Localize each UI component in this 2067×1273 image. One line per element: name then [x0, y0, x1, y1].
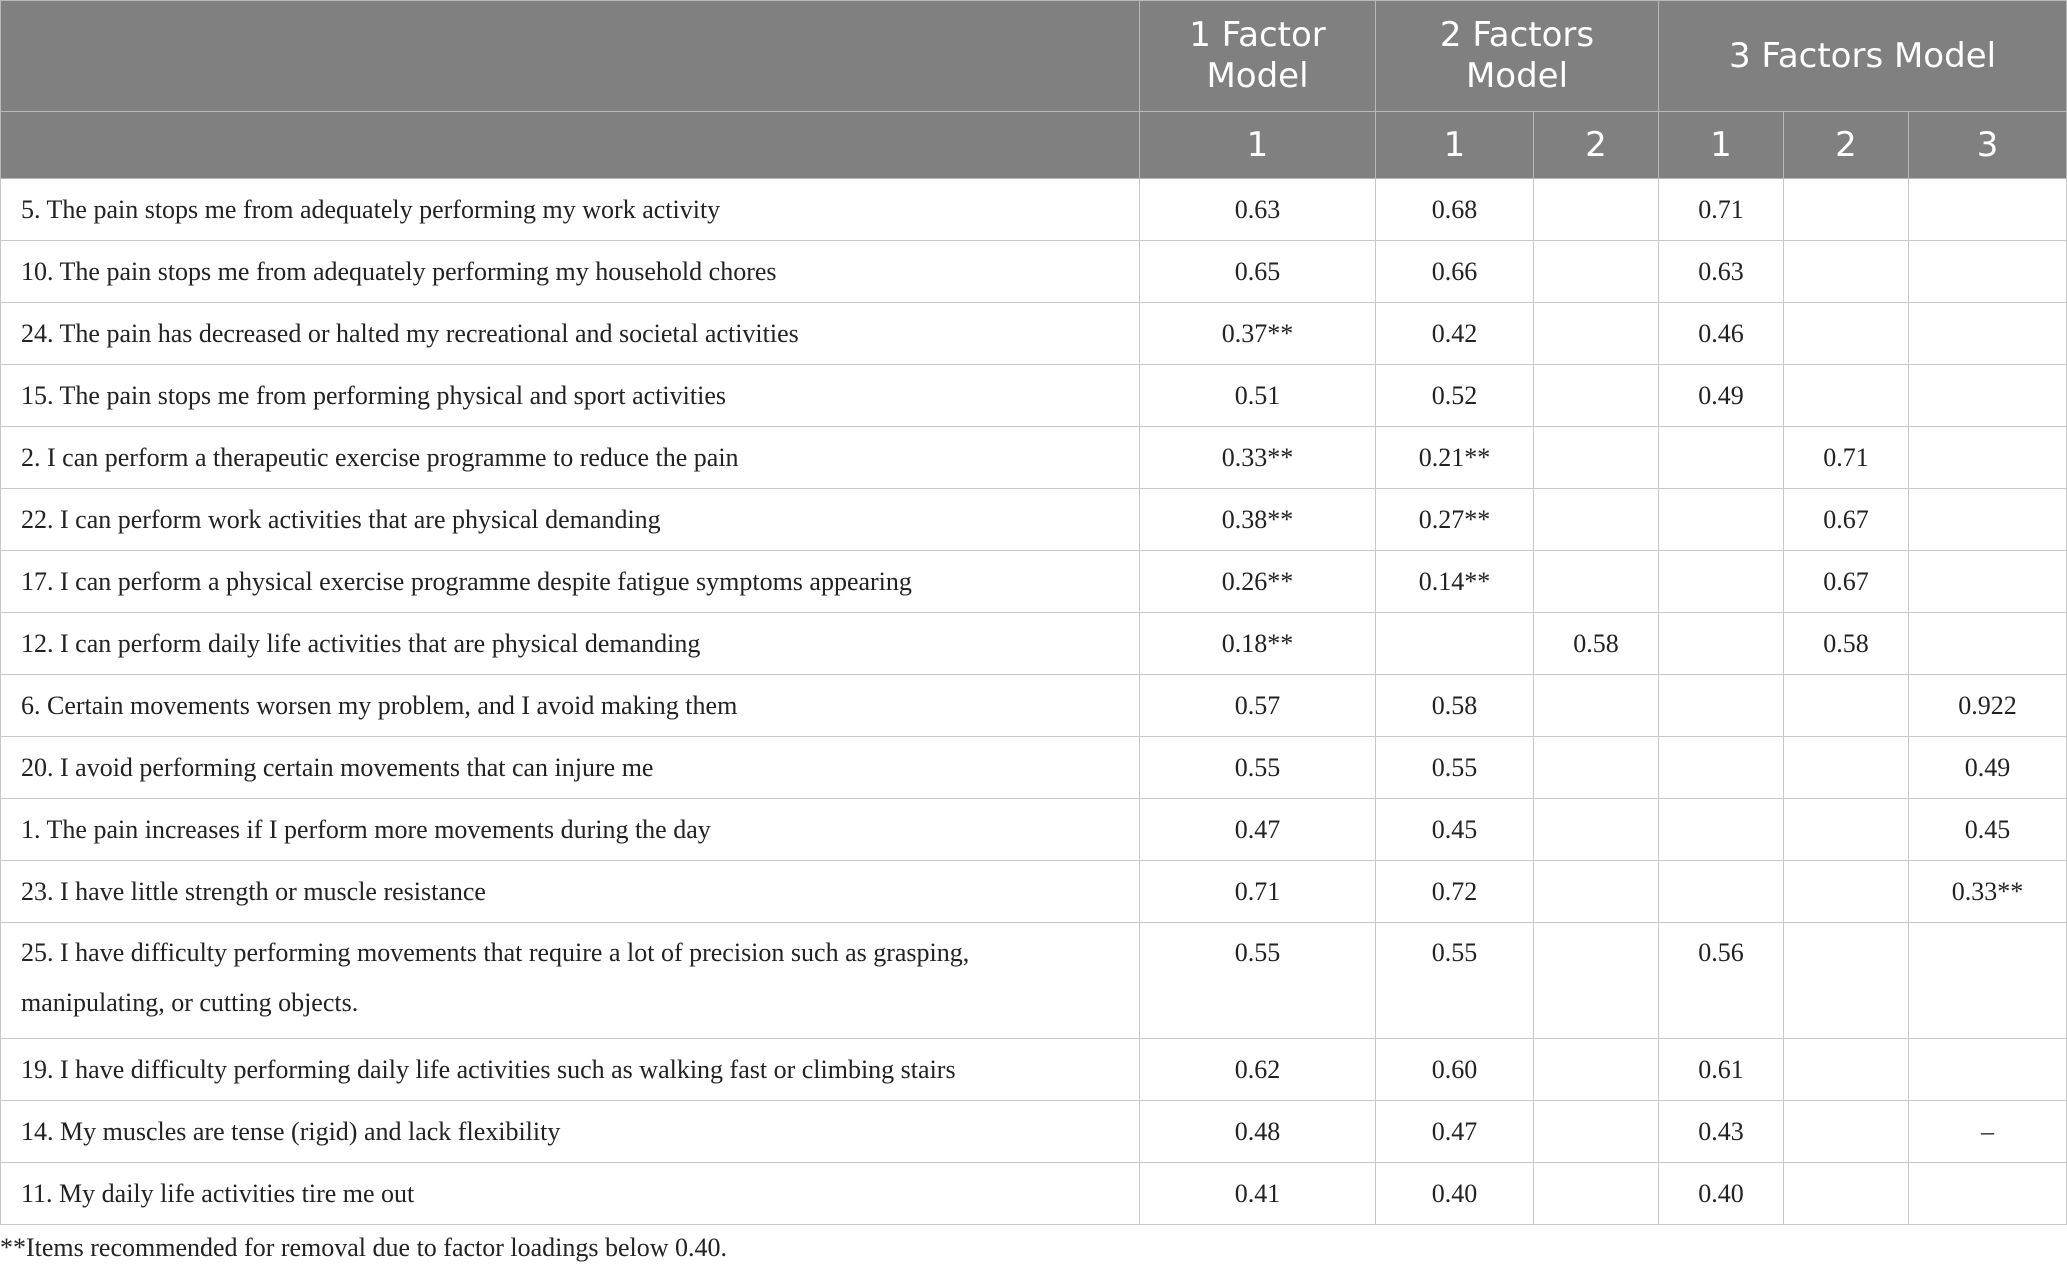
loading-cell-m2-f1: 0.14** — [1376, 551, 1534, 613]
header-factor-number: 1 — [1140, 112, 1376, 179]
loading-cell-m3-f2 — [1784, 923, 1909, 1039]
loading-cell-m1-f1: 0.65 — [1140, 241, 1376, 303]
header-empty-cell — [1, 112, 1140, 179]
loading-cell-m2-f1: 0.27** — [1376, 489, 1534, 551]
loading-cell-m2-f2 — [1534, 489, 1659, 551]
loading-cell-m2-f2 — [1534, 241, 1659, 303]
header-factor-number: 2 — [1534, 112, 1659, 179]
header-row-factors — [1, 112, 2067, 179]
loading-cell-m3-f2 — [1784, 1101, 1909, 1163]
loading-cell-m2-f1: 0.68 — [1376, 179, 1534, 241]
loading-cell-m1-f1: 0.55 — [1140, 923, 1376, 1039]
table-row — [1, 1039, 2067, 1101]
item-text-cell: 15. The pain stops me from performing physical and sport activities — [1, 365, 1140, 427]
loading-cell-m2-f2 — [1534, 1163, 1659, 1225]
loading-cell-m3-f1 — [1659, 551, 1784, 613]
loading-cell-m2-f2: 0.58 — [1534, 613, 1659, 675]
table-row — [1, 1163, 2067, 1225]
table-body — [1, 179, 2067, 1225]
loading-cell-m3-f3: 0.922 — [1909, 675, 2067, 737]
header-factor-number: 1 — [1659, 112, 1784, 179]
loading-cell-m3-f1 — [1659, 613, 1784, 675]
loading-cell-m2-f1 — [1376, 613, 1534, 675]
item-text-cell: 20. I avoid performing certain movements that can injure me — [1, 737, 1140, 799]
loading-cell-m2-f1: 0.72 — [1376, 861, 1534, 923]
loading-cell-m2-f1: 0.21** — [1376, 427, 1534, 489]
loading-cell-m3-f2: 0.67 — [1784, 551, 1909, 613]
loading-cell-m3-f1: 0.56 — [1659, 923, 1784, 1039]
loading-cell-m3-f1: 0.61 — [1659, 1039, 1784, 1101]
table-row — [1, 737, 2067, 799]
loading-cell-m3-f2 — [1784, 179, 1909, 241]
item-text-cell: 14. My muscles are tense (rigid) and lack flexibility — [1, 1101, 1140, 1163]
loading-cell-m3-f2 — [1784, 737, 1909, 799]
table-row — [1, 799, 2067, 861]
loading-cell-m2-f2 — [1534, 737, 1659, 799]
loading-cell-m2-f2 — [1534, 923, 1659, 1039]
loading-cell-m2-f1: 0.60 — [1376, 1039, 1534, 1101]
loading-cell-m3-f3 — [1909, 365, 2067, 427]
item-text-cell: 2. I can perform a therapeutic exercise programme to reduce the pain — [1, 427, 1140, 489]
loading-cell-m2-f2 — [1534, 1039, 1659, 1101]
header-factor-number: 1 — [1376, 112, 1534, 179]
table-row — [1, 923, 2067, 1039]
table-row — [1, 427, 2067, 489]
table-row — [1, 613, 2067, 675]
table-row — [1, 861, 2067, 923]
header-row-groups — [1, 1, 2067, 112]
table-row — [1, 675, 2067, 737]
item-text-cell: 25. I have difficulty performing movements that require a lot of precision such as grasping, manipulating, or cutting objects. — [1, 923, 1140, 1039]
loading-cell-m2-f1: 0.42 — [1376, 303, 1534, 365]
header-1-factor-model: 1 Factor Model — [1140, 1, 1376, 112]
item-text-cell: 23. I have little strength or muscle resistance — [1, 861, 1140, 923]
loading-cell-m3-f1: 0.71 — [1659, 179, 1784, 241]
loading-cell-m3-f1: 0.63 — [1659, 241, 1784, 303]
table-row — [1, 179, 2067, 241]
loading-cell-m3-f1 — [1659, 737, 1784, 799]
item-text-cell: 1. The pain increases if I perform more movements during the day — [1, 799, 1140, 861]
header-factor-number: 3 — [1909, 112, 2067, 179]
loading-cell-m2-f1: 0.52 — [1376, 365, 1534, 427]
table-row — [1, 241, 2067, 303]
loading-cell-m2-f2 — [1534, 551, 1659, 613]
table-row — [1, 489, 2067, 551]
item-text-cell: 11. My daily life activities tire me out — [1, 1163, 1140, 1225]
loading-cell-m2-f1: 0.45 — [1376, 799, 1534, 861]
item-text-cell: 6. Certain movements worsen my problem, and I avoid making them — [1, 675, 1140, 737]
header-factor-number: 2 — [1784, 112, 1909, 179]
table-row — [1, 1101, 2067, 1163]
loading-cell-m2-f1: 0.55 — [1376, 737, 1534, 799]
loading-cell-m3-f2: 0.67 — [1784, 489, 1909, 551]
loading-cell-m1-f1: 0.41 — [1140, 1163, 1376, 1225]
loading-cell-m3-f2 — [1784, 241, 1909, 303]
loading-cell-m3-f3: 0.49 — [1909, 737, 2067, 799]
loading-cell-m3-f1 — [1659, 799, 1784, 861]
loading-cell-m2-f2 — [1534, 365, 1659, 427]
table-row — [1, 551, 2067, 613]
loading-cell-m3-f2 — [1784, 1163, 1909, 1225]
loading-cell-m1-f1: 0.55 — [1140, 737, 1376, 799]
item-text-cell: 17. I can perform a physical exercise programme despite fatigue symptoms appearing — [1, 551, 1140, 613]
loading-cell-m2-f2 — [1534, 303, 1659, 365]
table-row — [1, 303, 2067, 365]
table-row — [1, 365, 2067, 427]
loading-cell-m1-f1: 0.63 — [1140, 179, 1376, 241]
loading-cell-m3-f2 — [1784, 365, 1909, 427]
table-footnote: **Items recommended for removal due to factor loadings below 0.40. — [0, 1233, 728, 1262]
loading-cell-m3-f2 — [1784, 1039, 1909, 1101]
loading-cell-m2-f2 — [1534, 861, 1659, 923]
loading-cell-m3-f3 — [1909, 613, 2067, 675]
loading-cell-m3-f1 — [1659, 861, 1784, 923]
loading-cell-m3-f1 — [1659, 675, 1784, 737]
loading-cell-m1-f1: 0.48 — [1140, 1101, 1376, 1163]
loading-cell-m1-f1: 0.62 — [1140, 1039, 1376, 1101]
loading-cell-m3-f1 — [1659, 427, 1784, 489]
loading-cell-m3-f1: 0.46 — [1659, 303, 1784, 365]
header-3-factors-model: 3 Factors Model — [1659, 1, 2067, 112]
loading-cell-m2-f2 — [1534, 675, 1659, 737]
loading-cell-m2-f2 — [1534, 427, 1659, 489]
loading-cell-m1-f1: 0.33** — [1140, 427, 1376, 489]
loading-cell-m3-f1: 0.40 — [1659, 1163, 1784, 1225]
loading-cell-m1-f1: 0.51 — [1140, 365, 1376, 427]
loading-cell-m3-f1 — [1659, 489, 1784, 551]
loading-cell-m3-f3 — [1909, 241, 2067, 303]
loading-cell-m3-f3 — [1909, 303, 2067, 365]
loading-cell-m3-f3 — [1909, 551, 2067, 613]
loading-cell-m1-f1: 0.57 — [1140, 675, 1376, 737]
loading-cell-m2-f2 — [1534, 179, 1659, 241]
loading-cell-m1-f1: 0.26** — [1140, 551, 1376, 613]
header-empty-cell — [1, 1, 1140, 112]
loading-cell-m2-f1: 0.55 — [1376, 923, 1534, 1039]
loading-cell-m3-f2: 0.58 — [1784, 613, 1909, 675]
loading-cell-m1-f1: 0.38** — [1140, 489, 1376, 551]
loading-cell-m2-f2 — [1534, 799, 1659, 861]
loading-cell-m3-f3 — [1909, 1039, 2067, 1101]
loading-cell-m1-f1: 0.71 — [1140, 861, 1376, 923]
loading-cell-m3-f2 — [1784, 799, 1909, 861]
loading-cell-m3-f3: – — [1909, 1101, 2067, 1163]
loading-cell-m2-f1: 0.58 — [1376, 675, 1534, 737]
item-text-cell: 24. The pain has decreased or halted my recreational and societal activities — [1, 303, 1140, 365]
loading-cell-m3-f2 — [1784, 303, 1909, 365]
item-text-cell: 10. The pain stops me from adequately performing my household chores — [1, 241, 1140, 303]
loading-cell-m1-f1: 0.47 — [1140, 799, 1376, 861]
loading-cell-m3-f2 — [1784, 675, 1909, 737]
loading-cell-m3-f3 — [1909, 489, 2067, 551]
loading-cell-m3-f3 — [1909, 427, 2067, 489]
loading-cell-m3-f3 — [1909, 923, 2067, 1039]
loading-cell-m3-f3 — [1909, 1163, 2067, 1225]
loading-cell-m1-f1: 0.37** — [1140, 303, 1376, 365]
header-2-factors-model: 2 Factors Model — [1376, 1, 1659, 112]
loading-cell-m2-f1: 0.47 — [1376, 1101, 1534, 1163]
loading-cell-m3-f2 — [1784, 861, 1909, 923]
item-text-cell: 12. I can perform daily life activities that are physical demanding — [1, 613, 1140, 675]
item-text-cell: 22. I can perform work activities that are physical demanding — [1, 489, 1140, 551]
table-header — [1, 1, 2067, 179]
item-text-cell: 19. I have difficulty performing daily life activities such as walking fast or climbing stairs — [1, 1039, 1140, 1101]
loading-cell-m2-f1: 0.66 — [1376, 241, 1534, 303]
loading-cell-m3-f3 — [1909, 179, 2067, 241]
loading-cell-m3-f3: 0.45 — [1909, 799, 2067, 861]
loading-cell-m2-f1: 0.40 — [1376, 1163, 1534, 1225]
item-text-cell: 5. The pain stops me from adequately performing my work activity — [1, 179, 1140, 241]
loading-cell-m3-f1: 0.43 — [1659, 1101, 1784, 1163]
loading-cell-m3-f3: 0.33** — [1909, 861, 2067, 923]
loading-cell-m1-f1: 0.18** — [1140, 613, 1376, 675]
loading-cell-m2-f2 — [1534, 1101, 1659, 1163]
loading-cell-m3-f1: 0.49 — [1659, 365, 1784, 427]
loading-cell-m3-f2: 0.71 — [1784, 427, 1909, 489]
